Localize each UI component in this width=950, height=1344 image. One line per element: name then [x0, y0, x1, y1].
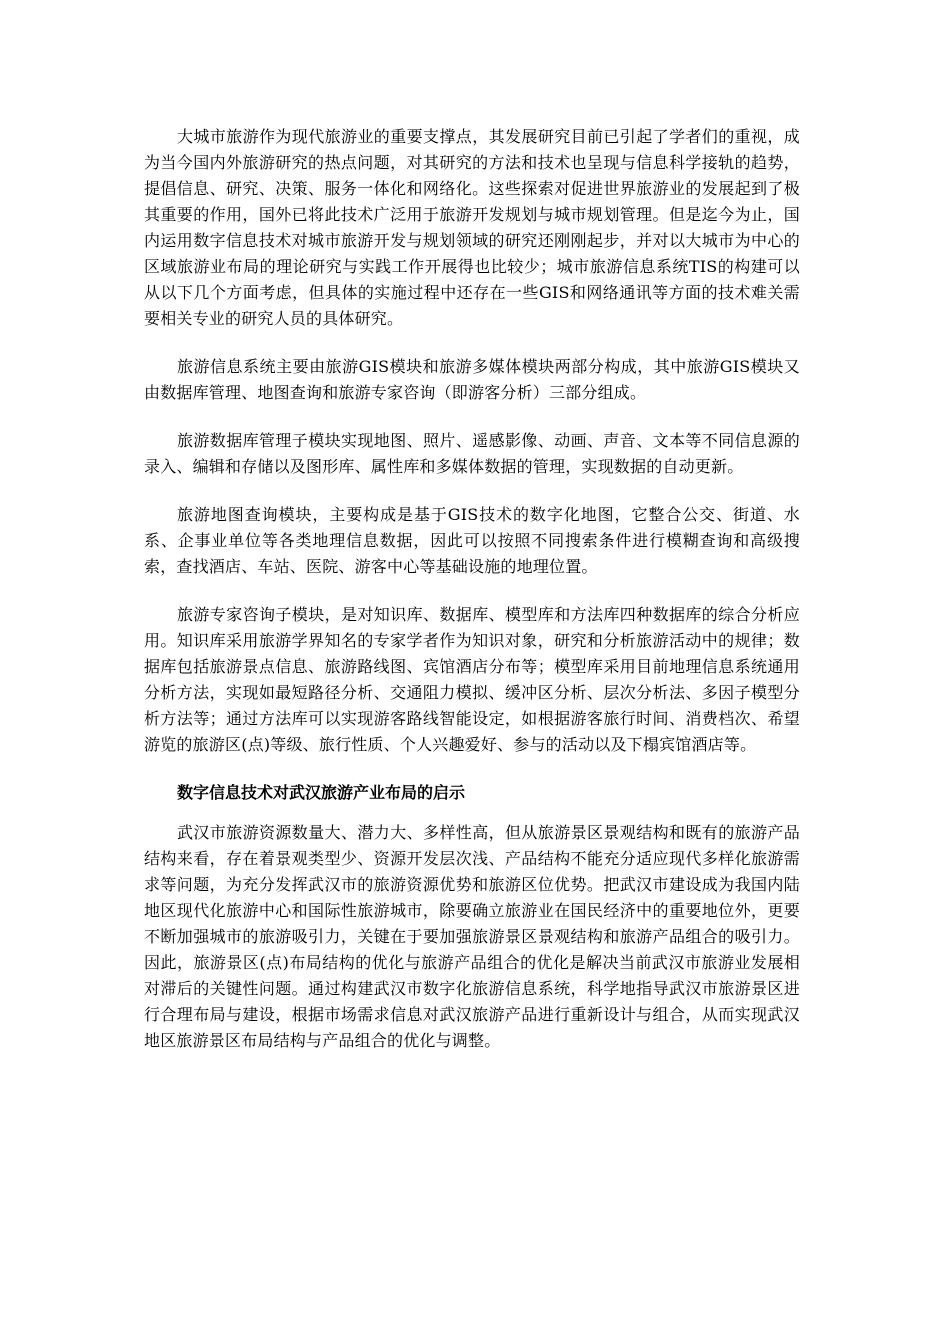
document-page — [144, 124, 800, 1076]
paragraph-intro: 大城市旅游作为现代旅游业的重要支撑点，其发展研究目前已引起了学者们的重视，成为当今国内外旅游研究的热点问题，对其研究的方法和技术也呈现与信息科学接轨的趋势，提倡信息、研究、决策、服务一体化和网络化。这些探索对促进世界旅游业的发展起到了极其重要的作用，国外已将此技术广泛用于旅游开发规划与城市规划管理。但是迄今为止，国内运用数字信息技术对城市旅游开发与规划领域的研究还刚刚起步，并对以大城市为中心的区域旅游业布局的理论研究与实践工作开展得也比较少；城市旅游信息系统TIS的构建可以从以下几个方面考虑，但具体的实施过程中还存在一些GIS和网络通讯等方面的技术难关需要相关专业的研究人员的具体研究。 — [144, 127, 800, 328]
paragraph-system-composition: 旅游信息系统主要由旅游GIS模块和旅游多媒体模块两部分构成，其中旅游GIS模块又由数据库管理、地图查询和旅游专家咨询（即游客分析）三部分组成。 — [144, 357, 800, 402]
paragraph-expert-module: 旅游专家咨询子模块，是对知识库、数据库、模型库和方法库四种数据库的综合分析应用。知识库采用旅游学界知名的专家学者作为知识对象，研究和分析旅游活动中的规律；数据库包括旅游景点信息、旅游路线图、宾馆酒店分布等；模型库采用目前地理信息系统通用分析方法，实现如最短路径分析、交通阻力模拟、缓冲区分析、层次分析法、多因子模型分析方法等；通过方法库可以实现游客路线智能设定，如根据游客旅行时间、消费档次、希望游览的旅游区(点)等级、旅行性质、个人兴趣爱好、参与的活动以及下榻宾馆酒店等。 — [144, 605, 800, 754]
paragraph-map-query-module: 旅游地图查询模块，主要构成是基于GIS技术的数字化地图，它整合公交、街道、水系、企事业单位等各类地理信息数据，因此可以按照不同搜索条件进行模糊查询和高级搜索，查找酒店、车站、医院、游客中心等基础设施的地理位置。 — [144, 505, 800, 576]
paragraph-database-module: 旅游数据库管理子模块实现地图、照片、遥感影像、动画、声音、文本等不同信息源的录入、编辑和存储以及图形库、属性库和多媒体数据的管理，实现数据的自动更新。 — [144, 431, 800, 476]
paragraph-wuhan: 武汉市旅游资源数量大、潜力大、多样性高，但从旅游景区景观结构和既有的旅游产品结构来看，存在着景观类型少、资源开发层次浅、产品结构不能充分适应现代多样化旅游需求等问题，为充分发挥武汉市的旅游资源优势和旅游区位优势。把武汉市建设成为我国内陆地区现代化旅游中心和国际性旅游城市，除要确立旅游业在国民经济中的重要地位外，更要不断加强城市的旅游吸引力，关键在于要加强旅游景区景观结构和旅游产品组合的吸引力。因此，旅游景区(点)布局结构的优化与旅游产品组合的优化是解决当前武汉市旅游业发展相对滞后的关键性问题。通过构建武汉市数字化旅游信息系统，科学地指导武汉市旅游景区进行合理布局与建设，根据市场需求信息对武汉旅游产品进行重新设计与组合，从而实现武汉地区旅游景区布局结构与产品组合的优化与调整。 — [144, 823, 800, 1050]
section-heading: 数字信息技术对武汉旅游产业布局的启示 — [177, 783, 466, 802]
